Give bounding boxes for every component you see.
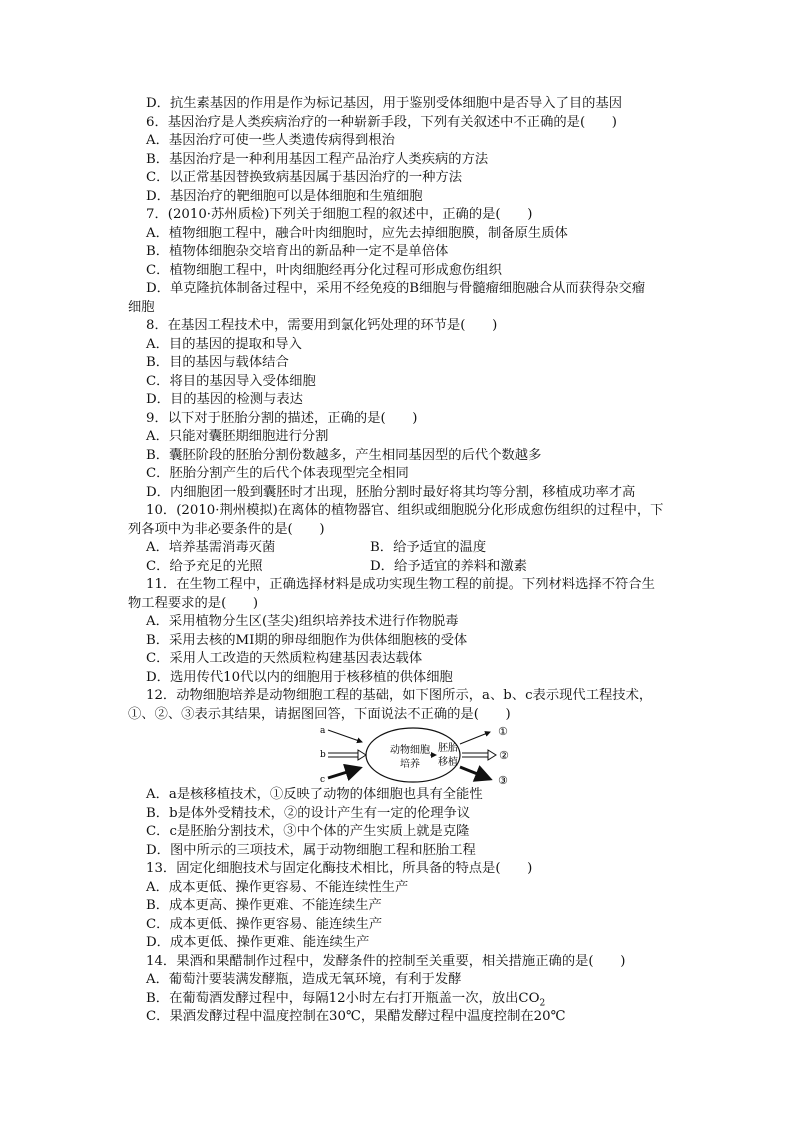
questions-12-options-to-14	[128, 786, 688, 990]
text-line-q6c: C．以正常基因替换致病基因属于基因治疗的一种方法	[146, 170, 463, 185]
q14-option-c: C．果酒发酵过程中温度控制在30℃，果醋发酵过程中温度控制在20℃	[146, 1009, 566, 1024]
text-line-q12o4: D．图中所示的三项技术，属于动物细胞工程和胚胎工程	[146, 842, 476, 858]
questions-11-to-12	[128, 576, 688, 724]
text-line-q7a: A．植物细胞工程中，融合叶肉细胞时，应先去掉细胞膜，制备原生质体	[146, 225, 568, 241]
result-arrow-2-head	[488, 750, 496, 760]
text-line-q13c: C．成本更低、操作更容易、能连续生产	[146, 916, 383, 932]
q10-option-a: A．培养基需消毒灭菌	[146, 540, 276, 555]
text-line-q7: 7．(2010·苏州质检)下列关于细胞工程的叙述中，正确的是( )	[146, 207, 533, 222]
text-line-q7d1: D．单克隆抗体制备过程中，采用不经免疫的B细胞与骨髓瘤细胞融合从而获得杂交瘤	[146, 281, 646, 296]
questions-5-to-10	[128, 95, 688, 539]
transfer-text-2: 移植	[438, 757, 458, 768]
text-line-q9d: D．内细胞团一般到囊胚时才出现，胚胎分割时最好将其均等分割，移植成功率才高	[146, 484, 636, 500]
text-line-q11a: 11．在生物工程中，正确选择材料是成功实现生物工程的前提。下列材料选择不符合生	[146, 577, 655, 592]
text-line-q10a: 10．(2010·荆州模拟)在离体的植物器官、组织或细胞脱分化形成愈伤组织的过程中，下	[146, 503, 664, 518]
text-line-q12o2: B．b是体外受精技术，②的设计产生有一定的伦理争议	[146, 805, 471, 821]
text-line-q7d2: 细胞	[128, 299, 155, 315]
arrow-b-head	[358, 750, 366, 760]
text-line-q5d: D．抗生素基因的作用是作为标记基因，用于鉴别受体细胞中是否导入了目的基因	[146, 96, 623, 111]
question-content	[128, 95, 688, 1027]
ellipse-text-1: 动物细胞	[390, 745, 430, 756]
text-line-q8b: B．目的基因与载体结合	[146, 355, 289, 370]
text-line-q8d: D．目的基因的检测与表达	[146, 392, 303, 407]
text-line-q13d: D．成本更低、操作更难、能连续生产	[146, 935, 370, 950]
text-line-q6a: A．基因治疗可使一些人类遗传病得到根治	[146, 133, 395, 148]
result-2: ②	[499, 749, 509, 762]
text-line-q8c: C．将目的基因导入受体细胞	[146, 373, 316, 389]
text-line-q8: 8．在基因工程技术中，需要用到氯化钙处理的环节是( )	[146, 318, 498, 333]
text-line-q11o1: A．采用植物分生区(茎尖)组织培养技术进行作物脱毒	[146, 614, 459, 629]
result-arrow-3	[460, 767, 490, 779]
ellipse-text-2: 培养	[400, 759, 420, 770]
text-line-q9b: B．囊胚阶段的胚胎分割份数越多，产生相同基因型的后代个数越多	[146, 447, 542, 463]
q12-figure	[128, 724, 688, 786]
q14-option-b-subscript: 2	[539, 998, 546, 1009]
text-line-q13b: B．成本更高、操作更难、不能连续生产	[146, 898, 382, 913]
text-line-q12a: 12．动物细胞培养是动物细胞工程的基础，如下图所示，a、b、c表示现代工程技术，	[146, 688, 653, 703]
text-line-q11o3: C．采用人工改造的天然质粒构建基因表达载体	[146, 651, 423, 666]
label-b: b	[320, 750, 326, 760]
q10-option-c: C．给予充足的光照	[146, 558, 263, 574]
text-line-q9c: C．胚胎分割产生的后代个体表现型完全相同	[146, 466, 409, 481]
arrow-a	[328, 730, 362, 742]
text-line-q14a: A．葡萄汁要装满发酵瓶，造成无氧环境，有利于发酵	[146, 972, 462, 987]
result-1: ①	[498, 725, 508, 738]
text-line-q12o3: C．c是胚胎分割技术，③中个体的产生实质上就是克隆	[146, 824, 470, 839]
text-line-q11o2: B．采用去核的MⅠ期的卵母细胞作为供体细胞核的受体	[146, 632, 468, 648]
text-line-q9: 9．以下对于胚胎分割的描述，正确的是( )	[146, 410, 418, 426]
result-arrow-1	[460, 732, 490, 744]
q10-options-row-2	[128, 558, 688, 577]
q10-option-d: D．给予适宜的养料和激素	[370, 558, 527, 574]
q10-options-row-1	[128, 539, 688, 558]
text-line-q11o4: D．选用传代10代以内的细胞用于核移植的供体细胞	[146, 669, 453, 685]
text-line-q9a: A．只能对囊胚期细胞进行分割	[146, 429, 329, 444]
text-line-q12o1: A．a是核移植技术，①反映了动物的体细胞也具有全能性	[146, 787, 483, 802]
arrow-c	[328, 768, 360, 778]
text-line-q13a: A．成本更低、操作更容易、不能连续性生产	[146, 879, 409, 895]
text-line-q7c: C．植物细胞工程中，叶肉细胞经再分化过程可形成愈伤组织	[146, 262, 502, 278]
text-line-q12b: ①、②、③表示其结果，请据图回答，下面说法不正确的是( )	[128, 706, 511, 722]
text-line-q10b: 列各项中为非必要条件的是( )	[128, 521, 325, 537]
q14-option-b-text: B．在葡萄酒发酵过程中，每隔12小时左右打开瓶盖一次，放出CO	[146, 990, 540, 1006]
q10-option-b: B．给予适宜的温度	[370, 540, 487, 555]
label-a: a	[320, 726, 326, 736]
text-line-q6d: D．基因治疗的靶细胞可以是体细胞和生殖细胞	[146, 188, 423, 204]
result-3: ③	[498, 774, 508, 786]
label-c: c	[320, 775, 326, 785]
q12-flow-diagram	[318, 724, 518, 786]
q14-option-b	[128, 990, 688, 1009]
text-line-q7b: B．植物体细胞杂交培育出的新品种一定不是单倍体	[146, 244, 449, 259]
text-line-q11b: 物工程要求的是( )	[128, 595, 259, 611]
text-line-q14: 14．果酒和果醋制作过程中，发酵条件的控制至关重要，相关措施正确的是( )	[146, 953, 626, 969]
text-line-q6b: B．基因治疗是一种利用基因工程产品治疗人类疾病的方法	[146, 151, 489, 167]
text-line-q6: 6．基因治疗是人类疾病治疗的一种崭新手段，下列有关叙述中不正确的是( )	[146, 114, 617, 130]
transfer-text-1: 胚胎	[438, 743, 458, 754]
text-line-q13: 13．固定化细胞技术与固定化酶技术相比，所具备的特点是( )	[146, 861, 533, 876]
text-line-q8a: A．目的基因的提取和导入	[146, 336, 302, 352]
